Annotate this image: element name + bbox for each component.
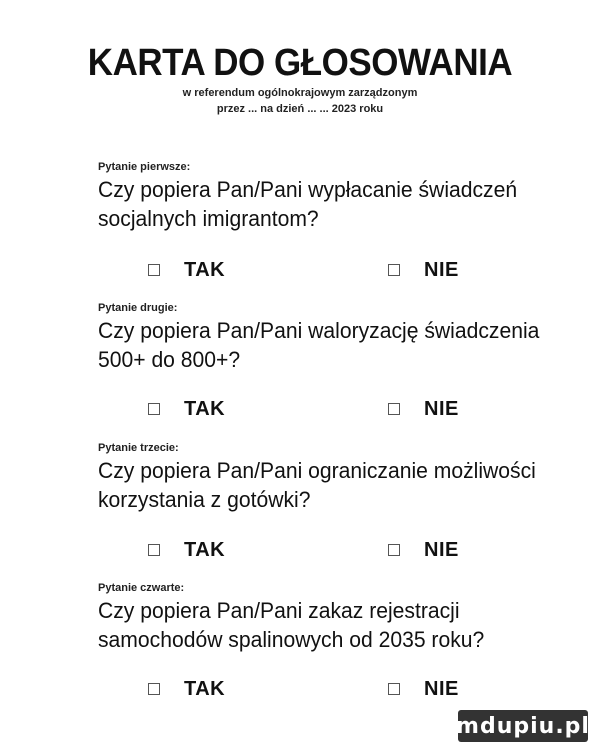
question-3-yes-checkbox[interactable] [148,544,160,556]
question-3-option-yes[interactable] [148,539,225,561]
question-2-text-line2: 500+ do 800+? [98,347,241,372]
question-3-options [0,539,600,561]
question-1-label: Pytanie pierwsze: [98,161,191,173]
question-2-no-label: NIE [424,398,459,420]
question-1-option-yes[interactable] [148,259,225,281]
question-3-label: Pytanie trzecie: [98,442,179,454]
question-3-no-label: NIE [424,539,459,561]
question-1-text-line2: socjalnych imigrantom? [98,206,319,231]
question-1-no-label: NIE [424,259,459,281]
question-1-option-no[interactable] [388,259,459,281]
question-4-no-checkbox[interactable] [388,683,400,695]
question-2-yes-label: TAK [184,398,226,420]
question-1-no-checkbox[interactable] [388,264,400,276]
question-4-text-line1: Czy popiera Pan/Pani zakaz rejestracji [98,598,460,623]
question-4-option-no[interactable] [388,678,459,700]
question-2-no-checkbox[interactable] [388,403,400,415]
ballot-title: KARTA DO GŁOSOWANIA [87,42,513,84]
question-1-yes-checkbox[interactable] [148,264,160,276]
question-4-yes-label: TAK [184,678,226,700]
question-3-text-line1: Czy popiera Pan/Pani ograniczanie możliwości [98,458,536,483]
question-2-options [0,398,600,420]
ballot-subtitle-line2: przez ... na dzień ... ... 2023 roku [216,103,384,115]
question-2-yes-checkbox[interactable] [148,403,160,415]
question-2-text-line1: Czy popiera Pan/Pani waloryzację świadczenia [98,318,540,343]
question-4-option-yes[interactable] [148,678,225,700]
question-3-text-line2: korzystania z gotówki? [98,487,311,512]
question-1 [98,160,578,232]
question-4-no-label: NIE [424,678,459,700]
ballot-subtitle-line1: w referendum ogólnokrajowym zarządzonym [182,87,418,99]
question-2-option-no[interactable] [388,398,459,420]
question-4-label: Pytanie czwarte: [98,582,185,594]
question-2-label: Pytanie drugie: [98,302,178,314]
question-3 [98,441,578,513]
question-2 [98,301,578,373]
ballot-header [0,42,600,116]
question-1-options [0,259,600,281]
question-4-text-line2: samochodów spalinowych od 2035 roku? [98,627,485,652]
question-3-yes-label: TAK [184,539,226,561]
question-4-yes-checkbox[interactable] [148,683,160,695]
question-4 [98,581,578,653]
site-watermark: mdupiu.pl [458,710,588,742]
question-4-options [0,678,600,700]
question-3-no-checkbox[interactable] [388,544,400,556]
question-1-yes-label: TAK [184,259,226,281]
question-3-option-no[interactable] [388,539,459,561]
question-2-option-yes[interactable] [148,398,225,420]
question-1-text-line1: Czy popiera Pan/Pani wypłacanie świadczeń [98,177,518,202]
